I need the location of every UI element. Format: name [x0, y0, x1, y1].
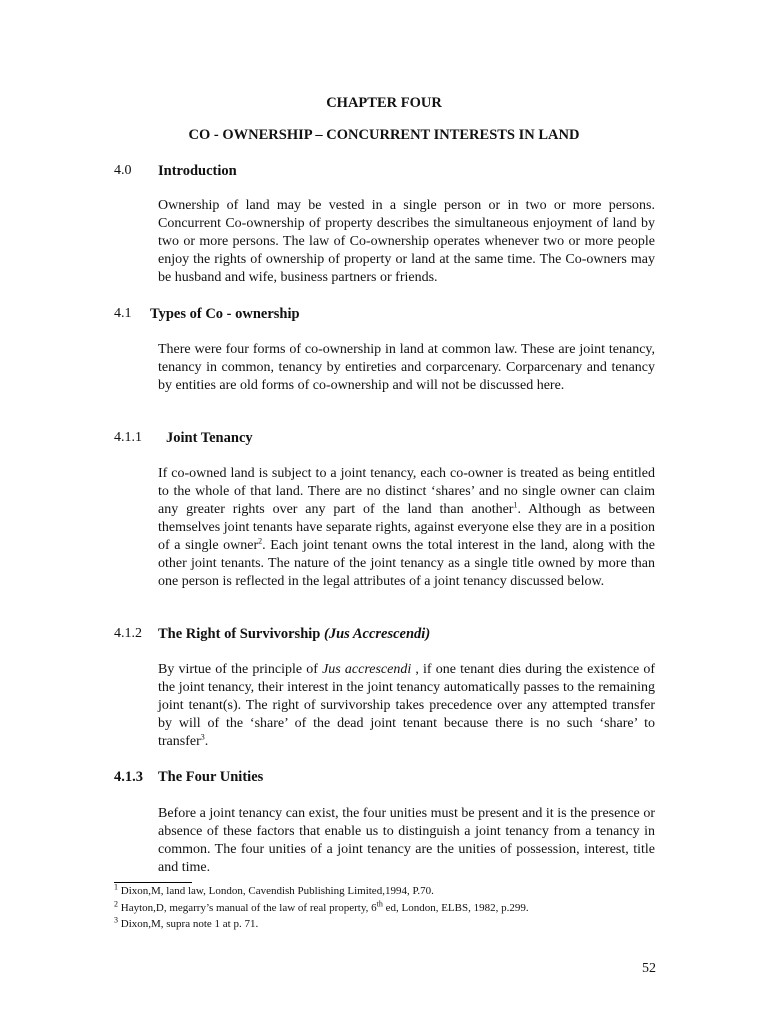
- footnote: $^1$ Dixon,M, land law, London, Cavendish Publishing Limited,1994, P.70.: [114, 882, 434, 897]
- footnote: $^2$ Hayton,D, megarry’s manual of the law of real property, 6th ed, London, ELBS, 1982, p.299.: [114, 899, 529, 914]
- section-number: 4.1.3: [114, 769, 143, 785]
- paragraph: If co-owned land is subject to a joint tenancy, each co-owner is treated as being entitled to the whole of that land. There are no distinct ‘shares’ and no single owner can claim any greater rights over any part of the land than another$^1$. Although as between themselves joint tenants have separate rights, against everyone else they are in a position of a single owner$^2$. Each joint tenant owns the total interest in the land, along with the other joint tenants. The nature of the joint tenancy as a single title owned by more than one person is reflected in the legal attributes of a joint tenancy discussed below.: [158, 466, 655, 589]
- paragraph: Before a joint tenancy can exist, the four unities must be present and it is the presence or absence of these factors that enable us to distinguish a joint tenancy from a tenancy in common. The four unities of a joint tenancy are the unities of possession, interest, title and time.: [158, 806, 655, 875]
- paragraph: There were four forms of co-ownership in land at common law. These are joint tenancy, tenancy in common, tenancy by entireties and corparcenary. Corparcenary and tenancy by entities are old forms of co-ownership and will not be discussed here.: [158, 342, 655, 393]
- section-heading: The Right of Survivorship (Jus Accrescendi): [158, 626, 431, 642]
- section-heading: Introduction: [158, 163, 237, 179]
- section-heading: Types of Co - ownership: [150, 306, 300, 322]
- section-number: 4.1: [114, 306, 132, 321]
- footnote-ref: 1: [513, 500, 518, 510]
- footnote-ref: 2: [258, 536, 263, 546]
- paragraph: By virtue of the principle of Jus accrescendi , if one tenant dies during the existence of the joint tenancy, their interest in the joint tenancy automatically passes to the remaining joint tenant(s). The right of survivorship takes precedence over any attempted transfer by will of the ‘share’ of the dead joint tenant because there is no such ‘share’ to transfer$^3$.: [158, 662, 655, 749]
- chapter-title: CHAPTER FOUR: [326, 95, 442, 111]
- section-heading: Joint Tenancy: [166, 430, 253, 446]
- section-number: 4.1.2: [114, 626, 142, 641]
- footnote-separator: [114, 882, 192, 883]
- page-number: 52: [642, 961, 656, 976]
- section-number: 4.1.1: [114, 430, 142, 445]
- paragraph: Ownership of land may be vested in a single person or in two or more persons. Concurrent Co-ownership of property describes the simultaneous enjoyment of land by two or more persons. The law of Co-ownership operates whenever two or more people enjoy the rights of ownership of property or land at the same time. The Co-owners may be husband and wife, business partners or friends.: [158, 198, 655, 285]
- footnote-ref: 3: [200, 732, 205, 742]
- section-number: 4.0: [114, 163, 132, 178]
- chapter-subtitle: CO - OWNERSHIP – CONCURRENT INTERESTS IN LAND: [188, 127, 580, 143]
- footnote: $^3$ Dixon,M, supra note 1 at p. 71.: [114, 915, 259, 930]
- section-heading: The Four Unities: [158, 769, 264, 785]
